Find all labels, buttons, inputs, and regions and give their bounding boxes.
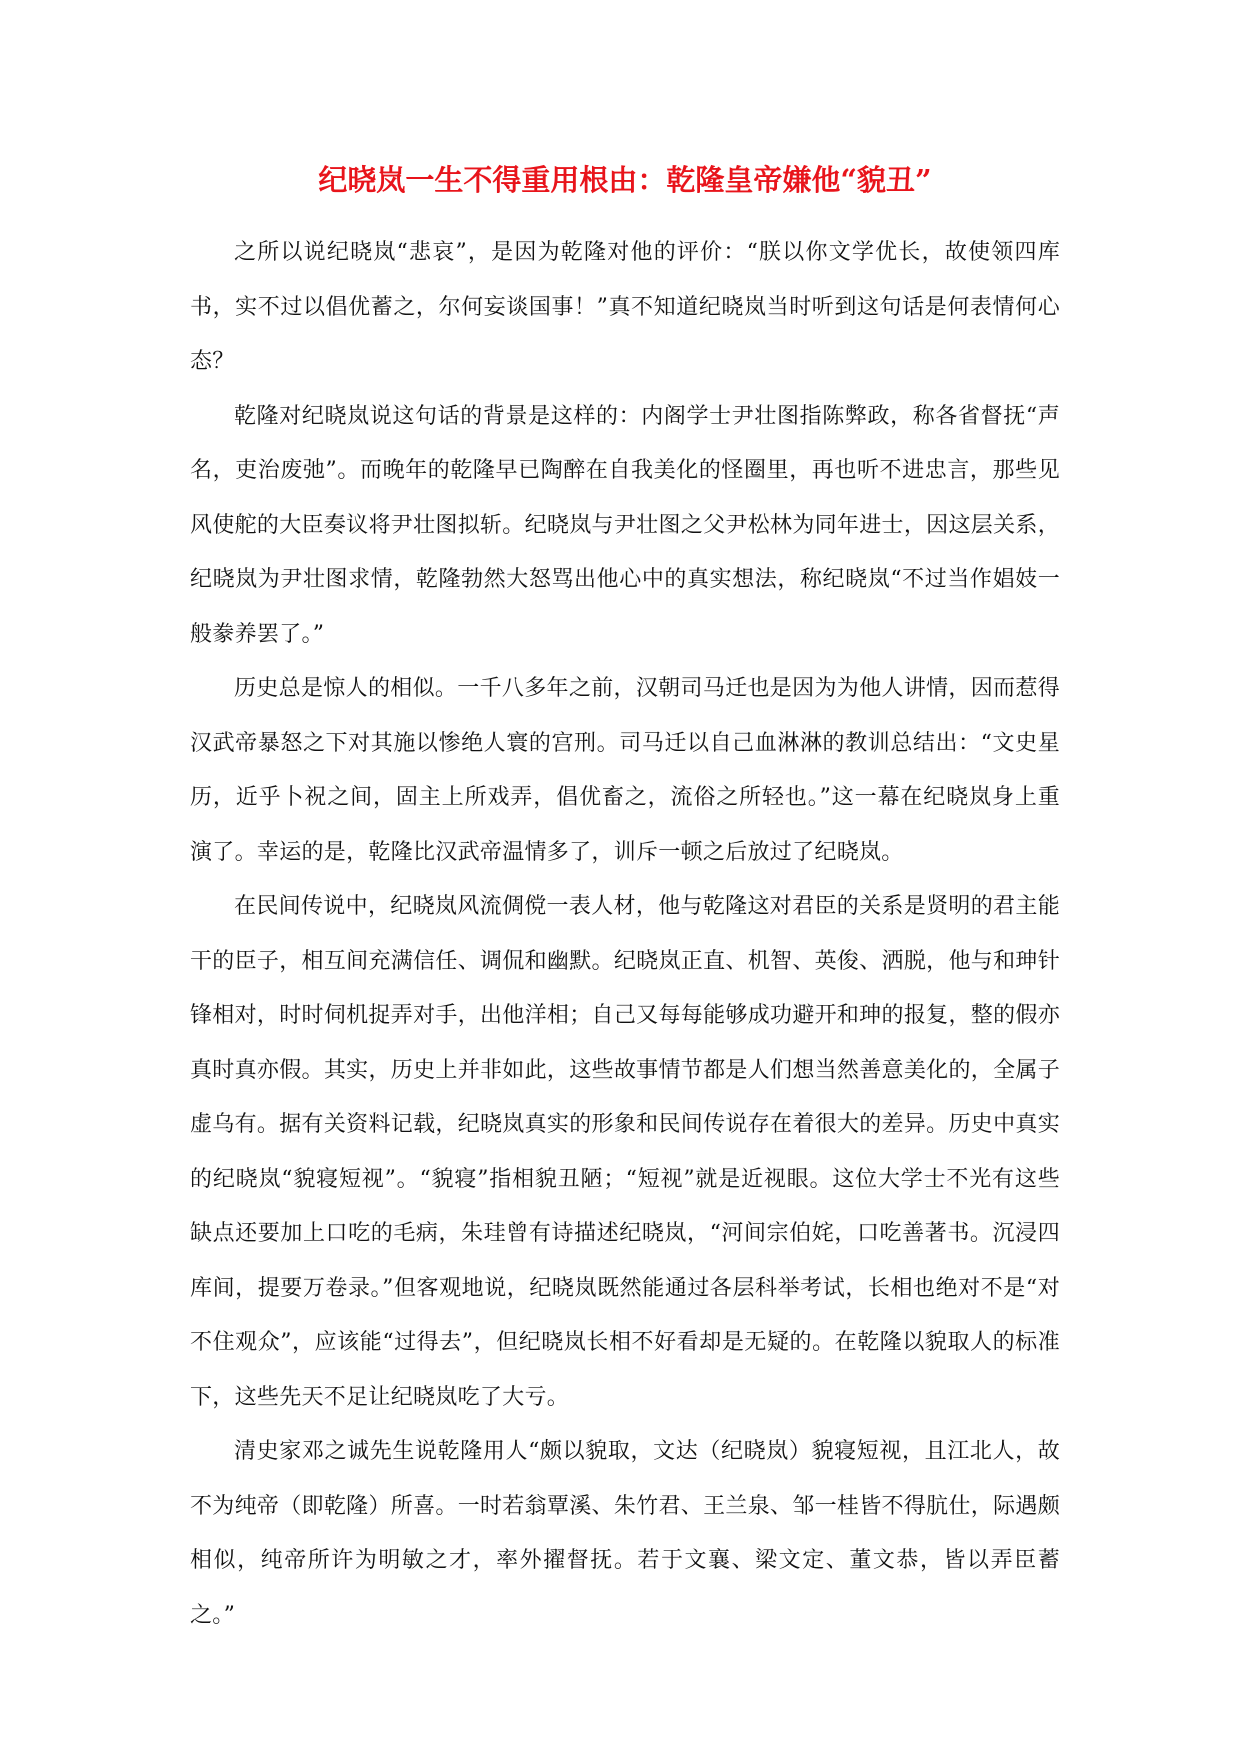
document-title: 纪晓岚一生不得重用根由：乾隆皇帝嫌他“貌丑” (318, 163, 932, 197)
paragraph-2: 乾隆对纪晓岚说这句话的背景是这样的：内阁学士尹壮图指陈弊政，称各省督抚“声名，吏治废弛”。而晚年的乾隆早已陶醉在自我美化的怪圈里，再也听不进忠言，那些见风使舵的大臣奏议将尹壮图拟斩。纪晓岚与尹壮图之父尹松林为同年进士，因这层关系，纪晓岚为尹壮图求情，乾隆勃然大怒骂出他心中的真实想法，称纪晓岚“不过当作娼妓一般豢养罢了。” (190, 403, 1060, 647)
paragraph-4: 在民间传说中，纪晓岚风流倜傥一表人材，他与乾隆这对君臣的关系是贤明的君主能干的臣子，相互间充满信任、调侃和幽默。纪晓岚正直、机智、英俊、洒脱，他与和珅针锋相对，时时伺机捉弄对手，出他洋相；自己又每每能够成功避开和珅的报复，整的假亦真时真亦假。其实，历史上并非如此，这些故事情节都是人们想当然善意美化的，全属子虚乌有。据有关资料记载，纪晓岚真实的形象和民间传说存在着很大的差异。历史中真实的纪晓岚“貌寝短视”。“貌寝”指相貌丑陋；“短视”就是近视眼。这位大学士不光有这些缺点还要加上口吃的毛病，朱珪曾有诗描述纪晓岚，“河间宗伯姹，口吃善著书。沉浸四库间，提要万卷录。”但客观地说，纪晓岚既然能通过各层科举考试，长相也绝对不是“对不住观众”，应该能“过得去”，但纪晓岚长相不好看却是无疑的。在乾隆以貌取人的标准下，这些先天不足让纪晓岚吃了大亏。 (190, 894, 1060, 1410)
paragraph-3: 历史总是惊人的相似。一千八多年之前，汉朝司马迁也是因为为他人讲情，因而惹得汉武帝暴怒之下对其施以惨绝人寰的宫刑。司马迁以自己血淋淋的教训总结出：“文史星历，近乎卜祝之间，固主上所戏弄，倡优畜之，流俗之所轻也。”这一幕在纪晓岚身上重演了。幸运的是，乾隆比汉武帝温情多了，训斥一顿之后放过了纪晓岚。 (190, 676, 1060, 865)
paragraph-1: 之所以说纪晓岚“悲哀”，是因为乾隆对他的评价：“朕以你文学优长，故使领四库书，实不过以倡优蓄之，尔何妄谈国事！”真不知道纪晓岚当时听到这句话是何表情何心态？ (190, 240, 1060, 374)
paragraph-5: 清史家邓之诚先生说乾隆用人“颇以貌取，文达（纪晓岚）貌寝短视，且江北人，故不为纯帝（即乾隆）所喜。一时若翁覃溪、朱竹君、王兰泉、邹一桂皆不得肮仕，际遇颇相似，纯帝所许为明敏之才，率外擢督抚。若于文襄、梁文定、董文恭，皆以弄臣蓄之。” (190, 1439, 1060, 1628)
document-body (190, 226, 1060, 1643)
